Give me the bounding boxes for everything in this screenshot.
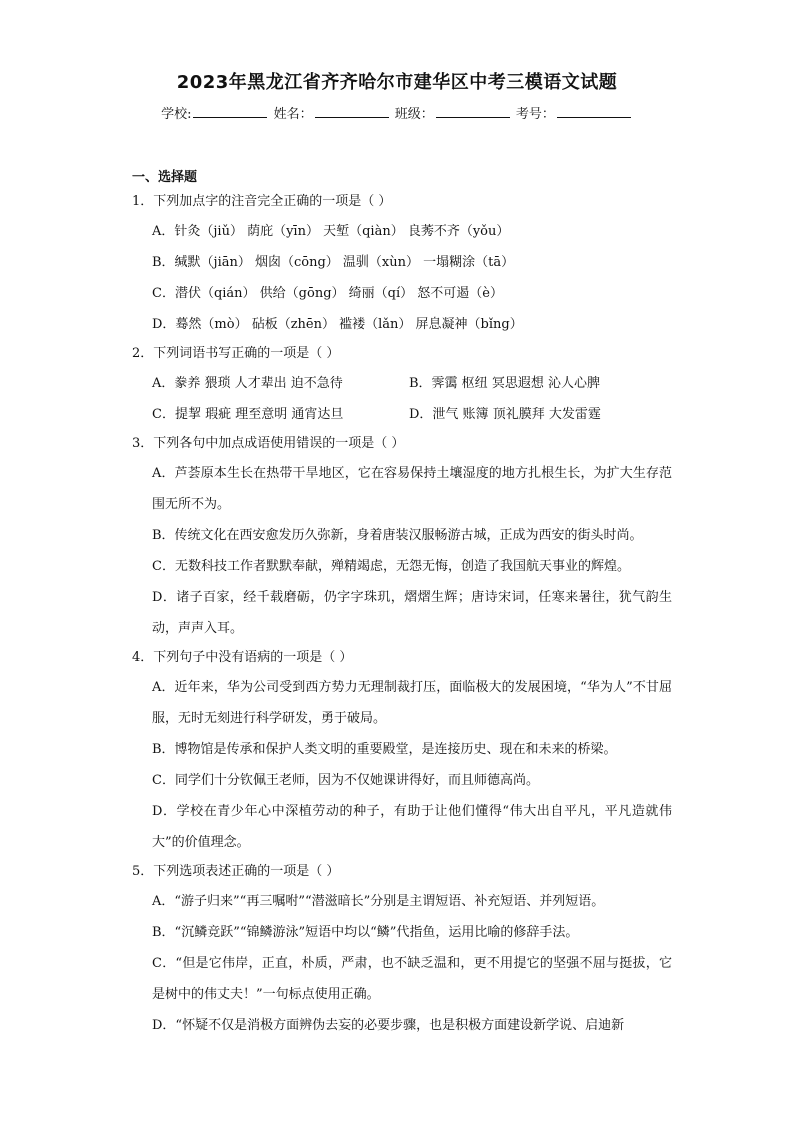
- class-label: 班级：: [394, 107, 434, 122]
- section-heading: 一、选择题: [132, 170, 198, 185]
- option-a: A．芦荟原本生长在热带干旱地区，它在容易保持土壤湿度的地方扎根生长，为扩大生存范围无所不为。: [152, 466, 672, 512]
- questions: [132, 188, 672, 1041]
- option-b: B．传统文化在西安愈发历久弥新，身着唐装汉服畅游古城，正成为西安的街头时尚。: [152, 528, 643, 543]
- school-blank[interactable]: [193, 105, 267, 118]
- option-b: B．霁霭 枢纽 冥思遐想 沁人心脾: [409, 376, 600, 391]
- option-b: B．“沉鳞竞跃”“锦鳞游泳”短语中均以“鳞”代指鱼，运用比喻的修辞手法。: [152, 925, 579, 940]
- option-d: D．蓦然（mò） 砧板（zhēn） 褴褛（lǎn） 屏息凝神（bǐng）: [152, 317, 523, 332]
- option-row: [132, 368, 672, 399]
- student-info-line: [0, 103, 794, 122]
- question-stem: 2．下列词语书写正确的一项是（ ）: [132, 346, 340, 361]
- option-c: C．同学们十分钦佩王老师，因为不仅她课讲得好，而且师德高尚。: [152, 773, 539, 788]
- school-label: 学校:: [161, 107, 192, 122]
- name-label: 姓名：: [273, 107, 313, 122]
- option-a: A．近年来，华为公司受到西方势力无理制裁打压，面临极大的发展困境，“华为人”不甘屈服，无时无刻进行科学研发，勇于破局。: [152, 680, 672, 726]
- option-d: D．泄气 账簿 顶礼膜拜 大发雷霆: [409, 407, 601, 422]
- exam-title: 2023年黑龙江省齐齐哈尔市建华区中考三模语文试题: [176, 72, 618, 93]
- name-blank[interactable]: [315, 105, 389, 118]
- question-stem: 5．下列选项表述正确的一项是（ ）: [132, 864, 340, 879]
- option-d: D．诸子百家，经千载磨砺，仍字字珠玑，熠熠生辉；唐诗宋词，任寒来暑往，犹气韵生动，声声入耳。: [152, 590, 672, 636]
- option-c: C．潜伏（qián） 供给（gōng） 绮丽（qí） 怒不可遏（è）: [152, 286, 503, 301]
- option-c: C．无数科技工作者默默奉献，殚精竭虑，无怨无悔，创造了我国航天事业的辉煌。: [152, 559, 630, 574]
- exam-number-blank[interactable]: [557, 105, 631, 118]
- question-stem: 3．下列各句中加点成语使用错误的一项是（ ）: [132, 436, 405, 451]
- class-blank[interactable]: [436, 105, 510, 118]
- option-a: A．“游子归来”“再三嘱咐”“潜滋暗长”分别是主谓短语、补充短语、并列短语。: [152, 894, 605, 909]
- option-b: B．缄默（jiān） 烟囱（cōng） 温驯（xùn） 一塌糊涂（tā）: [152, 255, 515, 270]
- option-d: D．学校在青少年心中深植劳动的种子，有助于让他们懂得“伟大出自平凡，平凡造就伟大”的价值理念。: [152, 804, 672, 850]
- option-c: C．提挈 瑕疵 理至意明 通宵达旦: [152, 407, 344, 422]
- option-d: D．“怀疑不仅是消极方面辨伪去妄的必要步骤，也是积极方面建设新学说、启迪新: [152, 1018, 625, 1033]
- question-stem: 1．下列加点字的注音完全正确的一项是（ ）: [132, 194, 392, 209]
- question-stem: 4．下列句子中没有语病的一项是（ ）: [132, 650, 353, 665]
- option-a: A．豢养 猥琐 人才辈出 迫不急待: [152, 376, 343, 391]
- option-b: B．博物馆是传承和保护人类文明的重要殿堂，是连接历史、现在和未来的桥梁。: [152, 742, 617, 757]
- option-row: [132, 399, 672, 430]
- exam-number-label: 考号：: [515, 107, 555, 122]
- option-a: A．针灸（jiǔ） 荫庇（yīn） 天堑（qiàn） 良莠不齐（yǒu）: [152, 224, 510, 239]
- option-c: C．“但是它伟岸，正直，朴质，严肃，也不缺乏温和，更不用提它的坚强不屈与挺拔，它是树中的伟丈夫！”一句标点使用正确。: [152, 956, 672, 1002]
